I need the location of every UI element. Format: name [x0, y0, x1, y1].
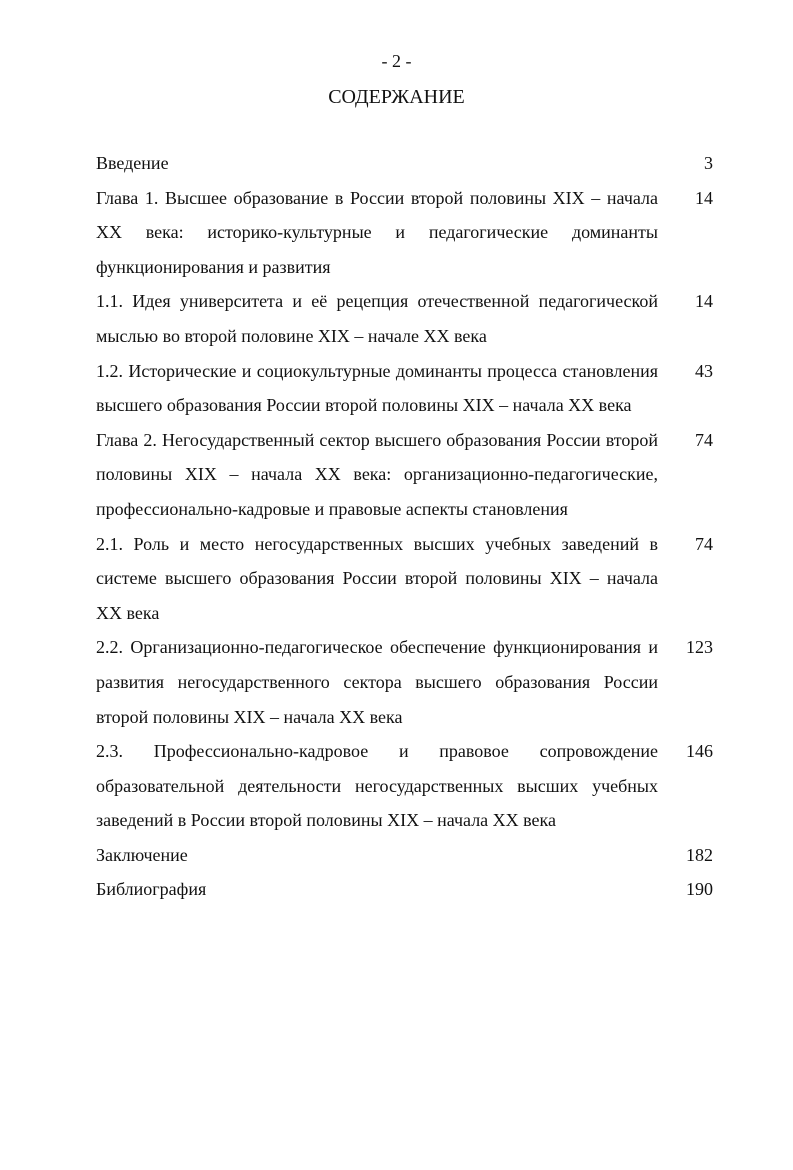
toc-entry-conclusion: [96, 838, 713, 873]
toc-entry-section-1-1: [96, 284, 713, 353]
toc-entry-page: 43: [695, 360, 713, 381]
page-title: СОДЕРЖАНИЕ: [328, 86, 465, 108]
toc-entry-text: Введение: [96, 153, 169, 173]
table-of-contents: [96, 146, 713, 907]
toc-entry-section-2-1: [96, 527, 713, 631]
toc-entry-page: 146: [686, 741, 713, 762]
toc-entry-text: 2.2. Организационно-педагогическое обеспечение функционирования и развития негосударственного сектора высшего образования России второй половины XIX – начала XX века: [96, 637, 658, 727]
toc-entry-section-1-2: [96, 354, 713, 423]
toc-entry-page: 123: [686, 637, 713, 658]
page-number: - 2 -: [381, 51, 412, 71]
toc-entry-section-2-3: [96, 734, 713, 838]
toc-entry-introduction: [96, 146, 713, 181]
toc-entry-page: 74: [695, 429, 713, 450]
toc-entry-text: 1.2. Исторические и социокультурные доминанты процесса становления высшего образования России второй половины XIX – начала XX века: [96, 360, 658, 416]
toc-entry-page: 182: [686, 844, 713, 865]
toc-entry-page: 3: [704, 153, 713, 173]
toc-entry-text: Глава 1. Высшее образование в России второй половины XIX – начала XX века: историко-культурные и педагогические доминанты функционирования и развития: [96, 187, 658, 277]
toc-entry-chapter-1: [96, 181, 713, 285]
toc-entry-bibliography: [96, 872, 713, 907]
toc-entry-text: 2.1. Роль и место негосударственных высших учебных заведений в системе высшего образования России второй половины XIX – начала XX века: [96, 533, 658, 623]
toc-entry-page: 74: [695, 533, 713, 554]
toc-entry-page: 14: [695, 291, 713, 312]
toc-entry-page: 190: [686, 879, 713, 900]
toc-entry-page: 14: [695, 187, 713, 208]
toc-entry-text: Библиография: [96, 879, 207, 900]
toc-entry-text: 2.3. Профессионально-кадровое и правовое сопровождение образовательной деятельности негосударственных высших учебных заведений в России второй половины XIX – начала XX века: [96, 741, 658, 831]
toc-entry-text: Глава 2. Негосударственный сектор высшего образования России второй половины XIX – начала XX века: организационно-педагогические, профессионально-кадровые и правовые аспекты становления: [96, 429, 658, 519]
toc-entry-section-2-2: [96, 630, 713, 734]
toc-entry-text: 1.1. Идея университета и её рецепция отечественной педагогической мыслью во второй половине XIX – начале XX века: [96, 291, 658, 346]
toc-entry-text: Заключение: [96, 844, 188, 865]
toc-entry-chapter-2: [96, 423, 713, 527]
